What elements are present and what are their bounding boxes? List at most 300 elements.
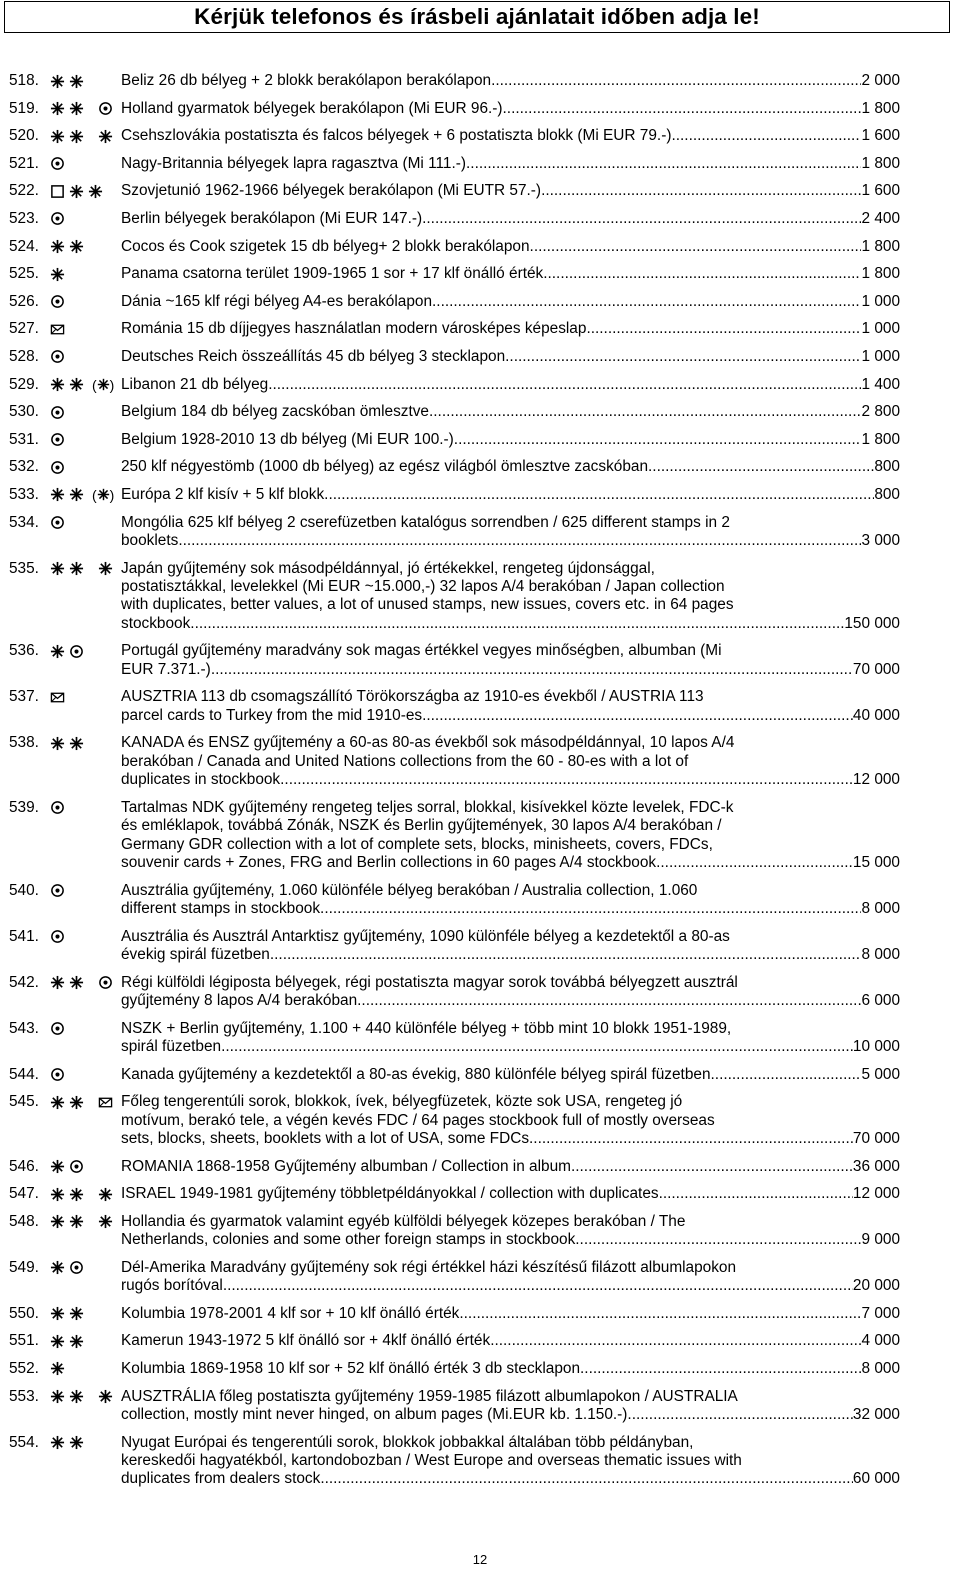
mint-star-icon [50,1095,65,1110]
hinged-star-icon: ( ) [92,376,115,393]
description-last-line: parcel cards to Turkey from the mid 1910-es [121,706,423,724]
lot-description [121,1388,900,1425]
lot-number: 522. [9,182,39,200]
used-stamp-icon [98,101,113,116]
mint-star-icon [50,1334,65,1349]
condition-symbols [50,883,65,899]
lot-number: 531. [9,430,39,448]
description-line: KANADA és ENSZ gyűjtemény a 60-as 80-as évekből sok másodpéldánnyal, 10 lapos A/4 [121,734,735,752]
description-line: Régi külföldi légiposta bélyegek, régi postatiszta magyar sorok továbbá bélyegzett ausztrál [121,973,738,991]
mint-star-icon [50,1260,65,1275]
condition-symbols [50,975,113,991]
lot-description [121,210,900,228]
lot-description [121,1434,900,1489]
condition-symbols [50,321,65,337]
description-last-line: Panama csatorna terület 1909-1965 1 sor + 17 klf önálló érték [121,265,544,283]
lot-number: 550. [9,1304,39,1322]
dot-leader [627,1406,853,1424]
description-last-line: Deutsches Reich összeállítás 45 db bélyeg 3 stecklapon [121,347,506,365]
mint-star-icon [69,736,84,751]
lot-number: 535. [9,559,39,577]
used-stamp-icon [50,211,65,226]
mint-star-icon [50,1435,65,1450]
lot-number: 538. [9,734,39,752]
lot-description [121,1360,900,1378]
description-line: AUSZTRIA 113 db csomagszállító Törökországba az 1910-es évekből / AUSTRIA 113 [121,688,704,706]
description-line: Nyugat Európai és tengerentúli sorok, blokkok jobbakkal általában több példányban, [121,1433,694,1451]
lot-item [0,1093,960,1148]
lot-price: 12 000 [852,771,900,789]
used-stamp-icon [98,975,113,990]
description-line: kereskedői hagyatékból, kartondobozban / West Europe and overseas thematic issues with [121,1451,742,1469]
description-last-line: spirál füzetben [121,1037,222,1055]
description-last-line: Dánia ~165 klf régi bélyeg A4-es berakólapon [121,292,433,310]
condition-symbols [50,1389,113,1405]
mint-star-icon [88,184,103,199]
lot-number: 524. [9,237,39,255]
dot-leader [586,320,861,338]
envelope-icon [98,1095,113,1110]
dot-leader [320,1470,853,1488]
description-last-line: Románia 15 db díjjegyes használatlan modern városképes képeslap [121,320,587,338]
lot-price: 1 800 [861,154,900,172]
lot-number: 547. [9,1185,39,1203]
lot-description [121,320,900,338]
condition-symbols [50,1067,65,1083]
mint-star-icon [69,1187,84,1202]
description-last-line: Csehszlovákia postatiszta és falcos bélyegek + 6 postatiszta blokk (Mi EUR 79.-) [121,127,672,145]
description-last-line: Berlin bélyegek berakólapon (Mi EUR 147.-) [121,209,423,227]
description-last-line: Beliz 26 db bélyeg + 2 blokk berakólapon berakólapon [121,72,492,89]
lot-item [0,1020,960,1057]
dot-leader [541,182,861,200]
lot-price: 6 000 [861,991,900,1009]
mint-star-icon [98,1389,113,1404]
lot-number: 542. [9,973,39,991]
lot-item [0,882,960,919]
dot-leader [491,72,861,90]
lot-number: 554. [9,1433,39,1451]
lot-number: 549. [9,1258,39,1276]
dot-leader [659,1185,853,1203]
dot-leader [454,431,862,449]
mint-star-icon [98,561,113,576]
lot-price: 8 000 [861,1359,900,1377]
description-line: Tartalmas NDK gyűjtemény rengeteg teljes sorral, blokkal, kisívekkel közte levelek, FDC-k [121,798,734,816]
condition-symbols [50,432,65,448]
dot-leader [422,210,861,228]
description-line: Főleg tengerentúli sorok, blokkok, ívek, bélyegfüzetek, közte sok USA, rengeteg jó [121,1093,683,1111]
used-stamp-icon [50,1067,65,1082]
lot-price: 15 000 [852,853,900,871]
lot-description [121,1259,900,1296]
lot-item [0,799,960,873]
lot-item [0,642,960,679]
description-last-line: Belgium 1928-2010 13 db bélyeg (Mi EUR 100.-) [121,430,454,448]
lot-description [121,376,900,394]
description-last-line: booklets [121,531,179,549]
condition-symbols [50,211,65,227]
lot-description [121,882,900,919]
lot-item [0,486,960,504]
lot-description [121,1158,900,1176]
envelope-icon [50,322,65,337]
description-last-line: Szovjetunió 1962-1966 bélyegek berakólapon (Mi EUTR 57.-) [121,182,542,200]
lot-price: 800 [874,485,900,503]
lot-number: 530. [9,403,39,421]
dot-leader [190,615,844,633]
used-stamp-icon [69,1159,84,1174]
dot-leader [711,1066,862,1084]
lot-description [121,1066,900,1084]
dot-leader [656,854,853,872]
description-line: berakóban / Canada and United Nations collections from the 60 - 80-es with a lot of [121,752,689,770]
dot-leader [357,992,861,1010]
condition-symbols [50,183,103,199]
dot-leader [505,348,861,366]
mint-star-icon [98,129,113,144]
condition-symbols [50,1333,84,1349]
dot-leader [580,1360,861,1378]
mint-star-icon [50,1389,65,1404]
mint-star-icon [50,487,65,502]
condition-symbols [50,643,84,659]
lot-description [121,514,900,551]
dot-leader [466,155,861,173]
lot-number: 527. [9,320,39,338]
description-last-line: souvenir cards + Zones, FRG and Berlin collections in 60 pages A/4 stockbook [121,853,657,871]
lot-number: 541. [9,927,39,945]
lot-description [121,100,900,118]
lot-item [0,265,960,283]
lot-item [0,1066,960,1084]
mint-star-icon [50,377,65,392]
mint-star-icon [50,1214,65,1229]
description-line: Japán gyűjtemény sok másodpéldánnyal, jó értékekkel, rengeteg újdonsággal, [121,559,655,577]
lot-price: 1 600 [861,127,900,145]
lot-number: 528. [9,347,39,365]
lot-price: 1 800 [861,265,900,283]
lot-number: 519. [9,99,39,117]
notice-title: Kérjük telefonos és írásbeli ajánlatait időben adja le! [194,4,760,29]
lot-item [0,514,960,551]
condition-symbols [50,101,113,117]
lot-item [0,155,960,173]
used-stamp-icon [50,929,65,944]
condition-symbols [50,561,113,577]
description-last-line: ISRAEL 1949-1981 gyűjtemény többletpéldányokkal / collection with duplicates [121,1185,659,1203]
condition-symbols [50,1260,84,1276]
lot-item [0,431,960,449]
lot-description [121,155,900,173]
lot-number: 523. [9,209,39,227]
description-last-line: duplicates in stockbook [121,771,281,789]
lot-description [121,1305,900,1323]
description-last-line: Kanada gyűjtemény a kezdetektől a 80-as évekig, 880 különféle bélyeg spirál füzetben [121,1065,711,1083]
description-last-line: Európa 2 klf kisív + 5 klf blokk [121,485,325,503]
description-line: Dél-Amerika Maradvány gyűjtemény sok régi értékkel házi készítésű filázott albumlapokon [121,1258,737,1276]
mint-star-icon [69,1306,84,1321]
lot-description [121,799,900,873]
description-line: AUSZTRÁLIA főleg postatiszta gyűjtemény 1959-1985 filázott albumlapokon / AUSTRALIA [121,1387,738,1405]
description-last-line: Cocos és Cook szigetek 15 db bélyeg+ 2 blokk berakólapon [121,237,530,255]
dot-leader [575,1231,861,1249]
lot-number: 521. [9,154,39,172]
lot-item [0,458,960,476]
used-stamp-icon [50,294,65,309]
lot-item [0,403,960,421]
condition-symbols [50,1021,65,1037]
lot-number: 545. [9,1093,39,1111]
lot-price: 2 400 [861,209,900,227]
lot-price: 2 000 [861,72,900,89]
lot-item [0,974,960,1011]
lot-price: 60 000 [852,1470,900,1488]
mint-star-icon [50,74,65,89]
description-line: Portugál gyűjtemény maradvány sok magas értékkel vegyes minőségben, albumban (Mi [121,642,722,660]
description-line: Hollandia és gyarmatok valamint egyéb külföldi bélyegek közepes berakóban / The [121,1212,686,1230]
lot-number: 525. [9,265,39,283]
lot-description [121,1020,900,1057]
used-stamp-icon [69,644,84,659]
condition-symbols [50,128,113,144]
condition-symbols [50,1094,113,1110]
description-last-line: collection, mostly mint never hinged, on album pages (Mi.EUR kb. 1.150.-) [121,1405,628,1423]
lot-number: 548. [9,1212,39,1230]
lot-description [121,182,900,200]
lot-item [0,210,960,228]
lot-description [121,928,900,965]
lot-price: 12 000 [852,1185,900,1203]
mint-star-icon [97,488,110,501]
dot-leader [529,1130,853,1148]
lot-number: 533. [9,485,39,503]
lot-description [121,688,900,725]
lot-price: 10 000 [852,1037,900,1055]
lot-item [0,72,960,90]
lot-item [0,1213,960,1250]
lot-price: 8 000 [861,899,900,917]
lot-item [0,1332,960,1350]
mint-star-icon [69,184,84,199]
lot-list [0,72,960,1498]
lot-price: 1 600 [861,182,900,200]
lot-item [0,1158,960,1176]
lot-description [121,431,900,449]
dot-leader [422,707,853,725]
description-line: és emléklapok, továbbá Zónák, NSZK és Berlin gyűjtemények, 30 lapos A/4 berakóban / [121,817,722,835]
condition-symbols [50,459,65,475]
mint-star-icon [98,1187,113,1202]
description-last-line: 250 klf négyestömb (1000 db bélyeg) az egész világból ömlesztve zacskóban [121,458,649,476]
condition-symbols [50,1435,84,1451]
lot-number: 529. [9,375,39,393]
lot-price: 3 000 [861,531,900,549]
page-number: 12 [472,1552,488,1567]
mint-star-icon [69,239,84,254]
lot-number: 534. [9,513,39,531]
mint-star-icon [69,975,84,990]
description-last-line: Libanon 21 db bélyeg [121,375,269,393]
lot-item [0,320,960,338]
mint-star-icon [50,1306,65,1321]
mint-star-icon [50,1187,65,1202]
description-last-line: gyűjtemény 8 lapos A/4 berakóban [121,991,358,1009]
lot-description [121,238,900,256]
condition-symbols [50,377,114,393]
mint-star-icon [69,1334,84,1349]
lot-description [121,1093,900,1148]
mint-star-icon [69,101,84,116]
condition-symbols [50,1186,113,1202]
dot-leader [320,900,861,918]
dot-leader [648,458,874,476]
dot-leader [268,376,861,394]
used-stamp-icon [50,349,65,364]
block-square-icon [50,184,65,199]
lot-description [121,72,900,90]
mint-star-icon [98,1214,113,1229]
description-line: Mongólia 625 klf bélyeg 2 cserefüzetben katalógus sorrendben / 625 different stamps in 2 [121,513,730,531]
lot-number: 553. [9,1387,39,1405]
description-last-line: different stamps in stockbook [121,899,321,917]
lot-description [121,486,900,504]
description-last-line: duplicates from dealers stock [121,1470,321,1488]
dot-leader [432,293,861,311]
lot-price: 32 000 [852,1405,900,1423]
lot-price: 800 [874,458,900,476]
condition-symbols [50,294,65,310]
lot-price: 9 000 [861,1231,900,1249]
lot-number: 539. [9,798,39,816]
lot-price: 1 000 [861,347,900,365]
condition-symbols [50,1361,65,1377]
dot-leader [324,486,874,504]
used-stamp-icon [50,800,65,815]
description-last-line: Kamerun 1943-1972 5 klf önálló sor + 4klf önálló érték [121,1332,491,1350]
description-last-line: Holland gyarmatok bélyegek berakólapon (Mi EUR 96.-) [121,99,503,117]
used-stamp-icon [50,1021,65,1036]
mint-star-icon [50,975,65,990]
lot-item [0,100,960,118]
lot-description [121,293,900,311]
lot-number: 552. [9,1359,39,1377]
lot-description [121,974,900,1011]
description-last-line: Nagy-Britannia bélyegek lapra ragasztva (Mi 111.-) [121,154,467,172]
condition-symbols [50,1159,84,1175]
condition-symbols [50,266,65,282]
lot-description [121,348,900,366]
lot-price: 1 400 [861,375,900,393]
description-line: motívum, berakó tele, a végén kevés FDC / 64 pages stockbook full of mostly overseas [121,1111,715,1129]
mint-star-icon [50,267,65,282]
mint-star-icon [69,487,84,502]
lot-description [121,458,900,476]
lot-item [0,560,960,634]
lot-price: 5 000 [861,1065,900,1083]
condition-symbols [50,929,65,945]
dot-leader [671,127,861,145]
dot-leader [543,265,861,283]
lot-price: 20 000 [852,1277,900,1295]
lot-price: 1 800 [861,430,900,448]
description-last-line: EUR 7.371.-) [121,660,211,678]
lot-price: 36 000 [852,1157,900,1175]
dot-leader [223,1277,853,1295]
description-last-line: Kolumbia 1869-1958 10 klf sor + 52 klf önálló érték 3 db stecklapon [121,1359,581,1377]
mint-star-icon [69,377,84,392]
lot-item [0,348,960,366]
lot-price: 1 000 [861,292,900,310]
lot-description [121,1185,900,1203]
lot-number: 532. [9,458,39,476]
lot-number: 540. [9,881,39,899]
mint-star-icon [50,129,65,144]
mint-star-icon [50,1159,65,1174]
used-stamp-icon [69,1260,84,1275]
mint-star-icon [69,1214,84,1229]
lot-item [0,688,960,725]
lot-item [0,1185,960,1203]
mint-star-icon [50,1361,65,1376]
description-last-line: évekig spirál füzetben [121,945,270,963]
condition-symbols [50,239,84,255]
lot-item [0,734,960,789]
lot-item [0,238,960,256]
mint-star-icon [97,378,110,391]
description-last-line: Belgium 184 db bélyeg zacskóban ömlesztve [121,403,429,421]
hinged-star-icon: ( ) [92,486,115,503]
dot-leader [178,532,861,550]
mint-star-icon [69,129,84,144]
description-line: with duplicates, better values, a lot of unused stamps, new issues, covers etc. in 64 pages [121,596,734,614]
notice-banner [4,1,950,33]
condition-symbols [50,735,84,751]
used-stamp-icon [50,883,65,898]
description-last-line: Netherlands, colonies and some other foreign stamps in stockbook [121,1231,576,1249]
lot-item [0,127,960,145]
mint-star-icon [69,561,84,576]
dot-leader [530,238,862,256]
lot-price: 1 000 [861,320,900,338]
condition-symbols [50,1214,113,1230]
lot-description [121,265,900,283]
lot-price: 1 800 [861,99,900,117]
lot-item [0,928,960,965]
lot-item [0,1305,960,1323]
description-line: Ausztrália gyűjtemény, 1.060 különféle bélyeg berakóban / Australia collection, 1.060 [121,881,698,899]
dot-leader [459,1305,861,1323]
mint-star-icon [69,1435,84,1450]
condition-symbols [50,800,65,816]
lot-price: 8 000 [861,945,900,963]
used-stamp-icon [50,156,65,171]
lot-price: 4 000 [861,1332,900,1350]
condition-symbols [50,349,65,365]
lot-item [0,376,960,394]
condition-symbols [50,73,84,89]
dot-leader [490,1332,861,1350]
condition-symbols [50,689,65,705]
lot-price: 150 000 [844,614,900,632]
lot-description [121,734,900,789]
lot-number: 544. [9,1065,39,1083]
used-stamp-icon [50,405,65,420]
lot-number: 546. [9,1157,39,1175]
lot-description [121,403,900,421]
description-last-line: ROMANIA 1868-1958 Gyűjtemény albumban / Collection in album [121,1157,571,1175]
lot-item [0,1360,960,1378]
